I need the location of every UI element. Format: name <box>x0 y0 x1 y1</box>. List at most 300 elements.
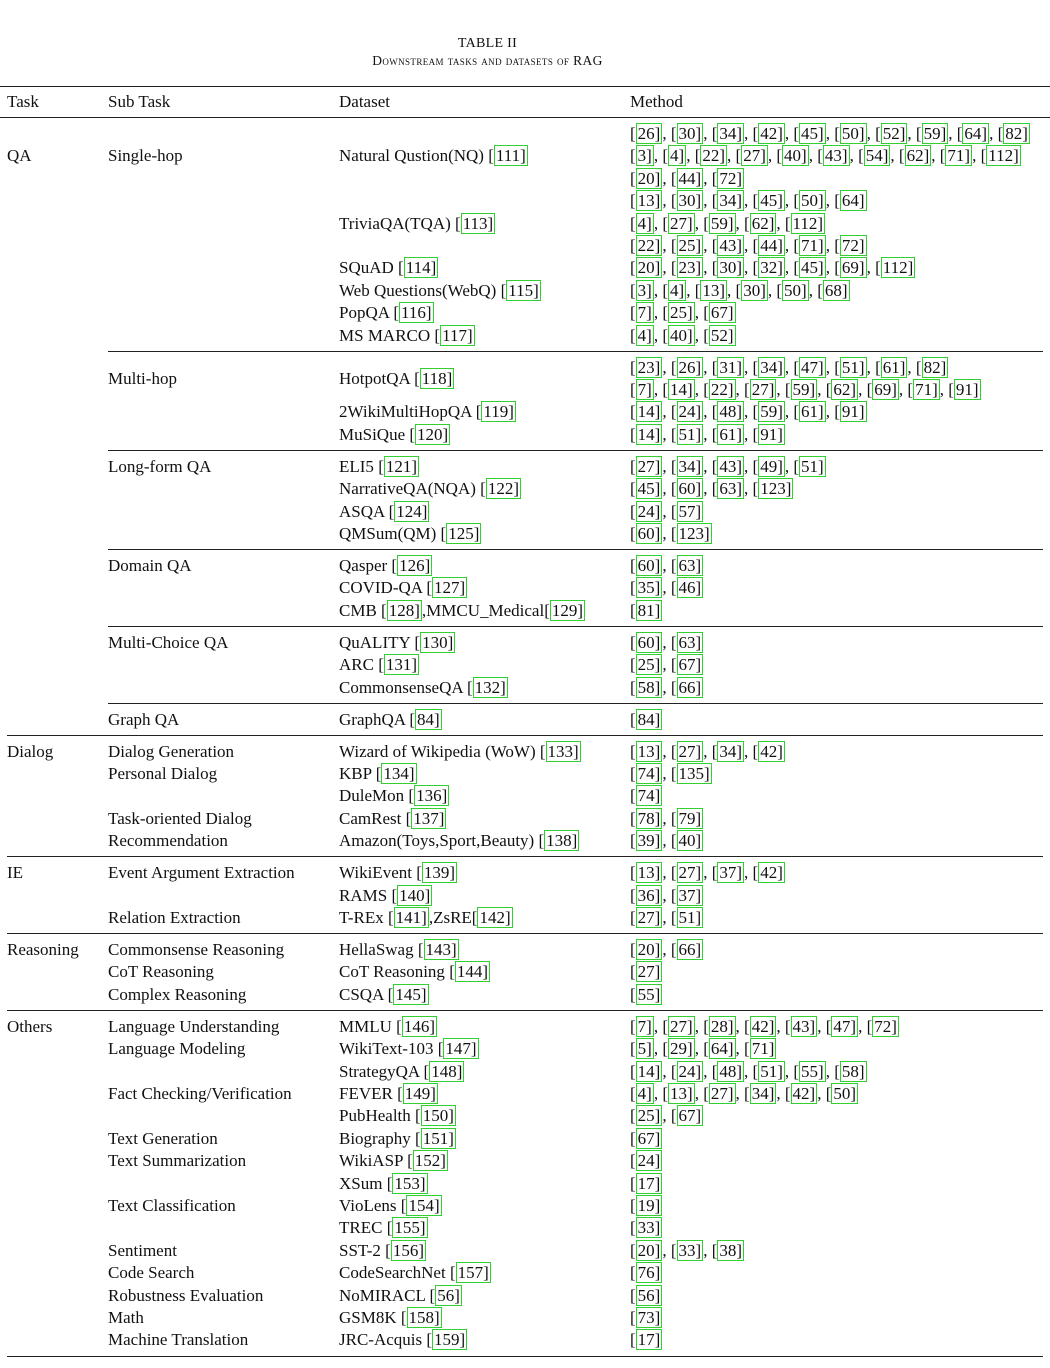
citation-link[interactable]: 81] <box>637 600 661 620</box>
citation-link[interactable]: 72] <box>874 1016 897 1036</box>
citation-link[interactable]: 42] <box>751 1016 775 1036</box>
citation-link[interactable]: 40] <box>784 146 807 166</box>
citation-link[interactable]: 34] <box>719 124 743 143</box>
citation-link[interactable]: 51] <box>841 357 865 377</box>
citation-link[interactable]: 158] <box>408 1308 440 1327</box>
method-cell: [ 24] , [ 57] <box>630 501 702 521</box>
citation-link[interactable]: 30] <box>743 280 766 300</box>
citation-link[interactable]: 159] <box>434 1330 466 1350</box>
citation-link[interactable]: 42] <box>760 863 783 883</box>
citation-link[interactable]: 64] <box>710 1039 734 1059</box>
subtask-cell: Multi-Choice QA <box>108 632 229 652</box>
citation-link[interactable]: 54] <box>865 146 889 166</box>
method-cell: [ 78] , [ 79] <box>630 808 702 828</box>
row-rule <box>108 626 1043 627</box>
citation-link[interactable]: 72] <box>841 236 865 255</box>
method-cell: [ 27] <box>630 962 661 982</box>
citation-link[interactable]: 27] <box>670 213 693 233</box>
method-cell: [ 17] <box>630 1330 661 1350</box>
citation-link[interactable]: 130] <box>422 632 454 652</box>
citation-link[interactable]: 22] <box>637 236 661 255</box>
citation-link[interactable]: 31] <box>719 357 743 377</box>
citation-link[interactable]: 45] <box>801 124 824 143</box>
citation-link[interactable]: 48] <box>719 1061 743 1081</box>
citation-link[interactable]: 59] <box>923 124 947 143</box>
citation-link[interactable]: 113] <box>462 213 494 233</box>
citation-link[interactable]: 36] <box>637 885 661 905</box>
top-rule <box>0 86 1050 87</box>
citation-link[interactable]: 55] <box>637 984 661 1004</box>
citation-link[interactable]: 29] <box>670 1039 693 1059</box>
method-cell: [ 67] <box>630 1128 661 1148</box>
row-rule <box>7 1010 1043 1011</box>
citation-link[interactable]: 132] <box>474 677 506 697</box>
citation-link[interactable]: 40] <box>670 325 693 345</box>
citation-link[interactable]: 33] <box>637 1218 661 1238</box>
citation-link[interactable]: 17] <box>637 1330 661 1350</box>
citation-link[interactable]: 24] <box>637 1151 661 1171</box>
dataset-cell: COVID-QA [ 127] <box>339 578 466 598</box>
citation-link[interactable]: 116] <box>401 303 432 323</box>
citation-link[interactable]: 46] <box>678 578 702 598</box>
citation-link[interactable]: 82] <box>923 357 947 377</box>
citation-link[interactable]: 64] <box>841 191 865 211</box>
citation-link[interactable]: 155] <box>394 1218 426 1238</box>
task-cell: Dialog <box>7 741 54 761</box>
citation-link[interactable]: 30] <box>719 258 743 278</box>
subtask-cell: Dialog Generation <box>108 741 235 761</box>
citation-link[interactable]: 7] <box>637 303 652 323</box>
citation-link[interactable]: 137] <box>413 808 445 828</box>
citation-link[interactable]: 151] <box>422 1128 454 1148</box>
citation-link[interactable]: 60] <box>637 524 661 543</box>
citation-link[interactable]: 118] <box>421 368 453 388</box>
citation-link[interactable]: 4] <box>670 146 685 166</box>
citation-link[interactable]: 112] <box>882 258 914 278</box>
citation-link[interactable]: 84] <box>637 709 661 729</box>
dataset-name: Web Questions(WebQ) <box>339 280 497 300</box>
citation-link[interactable]: 141] <box>395 908 427 927</box>
method-cell: [ 39] , [ 40] <box>630 831 702 851</box>
citation-link[interactable]: 27] <box>637 456 661 476</box>
citation-link[interactable]: 32] <box>760 258 783 278</box>
citation-link[interactable]: 69] <box>874 380 897 399</box>
dataset-name: MS MARCO <box>339 325 431 345</box>
citation-link[interactable]: 19] <box>637 1196 661 1215</box>
citation-link[interactable]: 58] <box>637 677 661 697</box>
citation-link[interactable]: 112] <box>988 146 1019 166</box>
citation-link[interactable]: 131] <box>385 655 418 675</box>
citation-link[interactable]: 5] <box>637 1039 652 1059</box>
citation-link[interactable]: 27] <box>678 741 702 761</box>
method-cell: [ 25] , [ 67] <box>630 655 702 675</box>
citation-link[interactable]: 27] <box>751 380 775 399</box>
citation-link[interactable]: 43] <box>792 1016 816 1036</box>
citation-link[interactable]: 42] <box>760 124 783 143</box>
citation-link[interactable]: 68] <box>824 280 848 300</box>
method-cell: [ 20] , [ 23] , [ 30] , [ 32] , [ 45] , [ 69] , [ 112] <box>630 258 914 278</box>
citation-link[interactable]: 20] <box>637 940 661 959</box>
citation-link[interactable]: 7] <box>637 1016 652 1036</box>
citation-link[interactable]: 55] <box>801 1061 824 1081</box>
citation-link[interactable]: 34] <box>678 456 702 476</box>
citation-link[interactable]: 14] <box>637 424 661 444</box>
dataset-name: TREC <box>339 1218 383 1238</box>
citation-link[interactable]: 67] <box>678 655 702 675</box>
citation-link[interactable]: 62] <box>906 146 930 166</box>
citation-link[interactable]: 67] <box>678 1106 702 1126</box>
citation-link[interactable]: 27] <box>670 1016 693 1036</box>
citation-link[interactable]: 35] <box>637 578 661 598</box>
citation-link[interactable]: 49] <box>760 456 783 476</box>
citation-link[interactable]: 153] <box>394 1173 426 1193</box>
citation-link[interactable]: 145] <box>395 984 427 1004</box>
dataset-cell: HotpotQA [ 118] <box>339 368 453 388</box>
method-cell: [ 14] , [ 51] , [ 61] , [ 91] <box>630 424 783 444</box>
method-cell: [ 14] , [ 24] , [ 48] , [ 59] , [ 61] , [ 91] <box>630 402 865 422</box>
subtask-cell: Task-oriented Dialog <box>108 808 252 828</box>
citation-link[interactable]: 61] <box>719 424 743 444</box>
citation-link[interactable]: 23] <box>678 258 702 278</box>
dataset-cell: VioLens [ 154] <box>339 1196 440 1215</box>
citation-link[interactable]: 63] <box>678 632 702 652</box>
citation-link[interactable]: 37] <box>678 885 702 905</box>
citation-link[interactable]: 59] <box>710 213 734 233</box>
citation-link[interactable]: 61] <box>801 402 824 422</box>
citation-link[interactable]: 71] <box>915 380 938 399</box>
citation-link[interactable]: 91] <box>955 380 979 399</box>
citation-link[interactable]: 26] <box>637 124 661 143</box>
citation-link[interactable]: 152] <box>414 1151 446 1171</box>
dataset-cell: FEVER [ 149] <box>339 1084 436 1103</box>
citation-link[interactable]: 139] <box>423 863 456 883</box>
citation-link[interactable]: 56] <box>437 1285 460 1305</box>
dataset-cell: StrategyQA [ 148] <box>339 1061 463 1081</box>
citation-link[interactable]: 4] <box>637 325 652 345</box>
method-cell: [ 4] , [ 13] , [ 27] , [ 34] , [ 42] , [ 50] <box>630 1084 857 1103</box>
citation-link[interactable]: 71] <box>947 146 971 166</box>
method-cell: [ 45] , [ 60] , [ 63] , [ 123] <box>630 479 792 499</box>
citation-link[interactable]: 25] <box>637 655 661 675</box>
citation-link[interactable]: 24] <box>678 402 702 422</box>
citation-link[interactable]: 23] <box>637 357 661 377</box>
citation-link[interactable]: 37] <box>719 863 743 883</box>
citation-link[interactable]: 13] <box>637 863 661 883</box>
citation-link[interactable]: 91] <box>760 424 783 444</box>
citation-link[interactable]: 63] <box>719 479 743 499</box>
citation-link[interactable]: 78] <box>637 808 661 828</box>
citation-link[interactable]: 134] <box>383 764 415 783</box>
dataset-cell: CamRest [ 137] <box>339 808 445 828</box>
citation-link[interactable]: 138] <box>546 831 578 851</box>
citation-link[interactable]: 50] <box>801 191 824 211</box>
citation-link[interactable]: 84] <box>417 709 440 729</box>
row-rule <box>108 450 1043 451</box>
citation-link[interactable]: 43] <box>824 146 848 166</box>
citation-link[interactable]: 20] <box>637 258 661 278</box>
subtask-cell: Code Search <box>108 1263 195 1283</box>
citation-link[interactable]: 82] <box>1005 124 1028 143</box>
citation-link[interactable]: 129] <box>551 600 584 620</box>
citation-link[interactable]: 140] <box>399 885 431 905</box>
method-cell: [ 27] , [ 34] , [ 43] , [ 49] , [ 51] <box>630 456 824 476</box>
row-rule <box>7 933 1043 934</box>
citation-link[interactable]: 74] <box>637 764 661 783</box>
citation-link[interactable]: 60] <box>637 556 661 575</box>
citation-link[interactable]: 120] <box>417 424 449 444</box>
citation-link[interactable]: 74] <box>637 786 661 806</box>
citation-link[interactable]: 91] <box>841 402 865 422</box>
citation-link[interactable]: 42] <box>760 741 783 761</box>
citation-link[interactable]: 27] <box>743 146 766 166</box>
citation-link[interactable]: 26] <box>678 357 702 377</box>
citation-link[interactable]: 20] <box>637 168 661 188</box>
citation-link[interactable]: 4] <box>637 213 652 233</box>
method-cell: [ 36] , [ 37] <box>630 885 702 905</box>
subtask-cell: Fact Checking/Verification <box>108 1084 292 1103</box>
citation-link[interactable]: 146] <box>403 1016 435 1036</box>
citation-link[interactable]: 135] <box>678 764 710 783</box>
citation-link[interactable]: 27] <box>637 908 661 927</box>
citation-link[interactable]: 60] <box>678 479 702 499</box>
citation-link[interactable]: 154] <box>408 1196 440 1215</box>
method-cell: [ 17] <box>630 1173 661 1193</box>
method-cell: [ 13] , [ 30] , [ 34] , [ 45] , [ 50] , [ 64] <box>630 191 865 211</box>
citation-link[interactable]: 79] <box>678 808 702 828</box>
citation-link[interactable]: 13] <box>670 1084 693 1103</box>
citation-link[interactable]: 43] <box>719 456 743 476</box>
citation-link[interactable]: 45] <box>801 258 824 278</box>
citation-link[interactable]: 33] <box>678 1240 702 1260</box>
citation-link[interactable]: 150] <box>422 1106 454 1126</box>
citation-link[interactable]: 30] <box>678 191 702 211</box>
dataset-name: CodeSearchNet <box>339 1263 446 1283</box>
dataset-name: WikiText-103 <box>339 1039 434 1059</box>
citation-link[interactable]: 3] <box>637 280 652 300</box>
dataset-cell: CMB [ 128] ,MMCU_Medical[ 129] <box>339 600 584 620</box>
dataset-cell: DuleMon [ 136] <box>339 786 448 806</box>
dataset-cell: NoMIRACL [ 56] <box>339 1285 460 1305</box>
citation-link[interactable]: 4] <box>670 280 685 300</box>
citation-link[interactable]: 27] <box>678 863 702 883</box>
citation-link[interactable]: 64] <box>964 124 988 143</box>
citation-link[interactable]: 63] <box>678 556 702 575</box>
method-cell: [ 60] , [ 123] <box>630 524 710 543</box>
citation-link[interactable]: 136] <box>416 786 448 806</box>
citation-link[interactable]: 119] <box>483 402 514 422</box>
citation-link[interactable]: 60] <box>637 632 661 652</box>
citation-link[interactable]: 22] <box>710 380 734 399</box>
row-rule <box>108 351 1043 352</box>
citation-link[interactable]: 62] <box>833 380 857 399</box>
dataset-name: HellaSwag <box>339 940 414 959</box>
citation-link[interactable]: 14] <box>637 1061 661 1081</box>
citation-link[interactable]: 123] <box>760 479 792 499</box>
citation-link[interactable]: 50] <box>784 280 807 300</box>
citation-link[interactable]: 47] <box>833 1016 857 1036</box>
citation-link[interactable]: 13] <box>637 191 661 211</box>
citation-link[interactable]: 61] <box>882 357 906 377</box>
citation-link[interactable]: 71] <box>801 236 824 255</box>
citation-link[interactable]: 111] <box>495 146 526 166</box>
citation-link[interactable]: 67] <box>637 1128 661 1148</box>
citation-link[interactable]: 13] <box>702 280 726 300</box>
dataset-cell: CoT Reasoning [ 144] <box>339 962 489 982</box>
citation-link[interactable]: 34] <box>751 1084 775 1103</box>
citation-link[interactable]: 44] <box>678 168 702 188</box>
citation-link[interactable]: 42] <box>792 1084 816 1103</box>
citation-link[interactable]: 51] <box>801 456 824 476</box>
citation-link[interactable]: 24] <box>637 501 661 521</box>
dataset-name: DuleMon <box>339 786 405 806</box>
citation-link[interactable]: 40] <box>678 831 702 851</box>
dataset-cell: SQuAD [ 114] <box>339 258 437 278</box>
citation-link[interactable]: 14] <box>637 402 661 422</box>
method-cell: [ 14] , [ 24] , [ 48] , [ 51] , [ 55] , [ 58] <box>630 1061 865 1081</box>
citation-link[interactable]: 43] <box>719 236 743 255</box>
citation-link[interactable]: 66] <box>678 677 702 697</box>
citation-link[interactable]: 71] <box>751 1039 775 1059</box>
citation-link[interactable]: 127] <box>434 578 466 598</box>
citation-link[interactable]: 47] <box>801 357 824 377</box>
dataset-name: ELI5 <box>339 456 374 476</box>
citation-link[interactable]: 56] <box>637 1285 661 1305</box>
citation-link[interactable]: 67] <box>710 303 734 323</box>
citation-link[interactable]: 4] <box>637 1084 652 1103</box>
citation-link[interactable]: 50] <box>841 124 865 143</box>
citation-link[interactable]: 112] <box>792 213 824 233</box>
bottom-rule <box>7 1356 1043 1357</box>
citation-link[interactable]: 39] <box>637 831 661 851</box>
citation-link[interactable]: 143] <box>425 940 457 959</box>
dataset-name: StrategyQA <box>339 1061 420 1081</box>
dataset-name: CommonsenseQA <box>339 677 463 697</box>
citation-link[interactable]: 20] <box>637 1240 661 1260</box>
citation-link[interactable]: 3] <box>637 146 652 166</box>
citation-link[interactable]: 44] <box>760 236 783 255</box>
citation-link[interactable]: 34] <box>719 741 743 761</box>
citation-link[interactable]: 27] <box>710 1084 734 1103</box>
citation-link[interactable]: 25] <box>670 303 693 323</box>
dataset-cell: TREC [ 155] <box>339 1218 426 1238</box>
citation-link[interactable]: 156] <box>392 1240 424 1260</box>
citation-link[interactable]: 126] <box>399 556 431 575</box>
citation-link[interactable]: 13] <box>637 741 661 761</box>
citation-link[interactable]: 50] <box>833 1084 857 1103</box>
citation-link[interactable]: 45] <box>760 191 783 211</box>
citation-link[interactable]: 148] <box>431 1061 463 1081</box>
citation-link[interactable]: 58] <box>841 1061 865 1081</box>
citation-link[interactable]: 76] <box>637 1263 661 1283</box>
citation-link[interactable]: 25] <box>637 1106 661 1126</box>
citation-link[interactable]: 144] <box>456 962 489 982</box>
citation-link[interactable]: 115] <box>508 280 539 300</box>
citation-link[interactable]: 28] <box>710 1016 734 1036</box>
citation-link[interactable]: 51] <box>678 908 702 927</box>
citation-link[interactable]: 147] <box>445 1039 477 1059</box>
dataset-name: ASQA <box>339 501 385 521</box>
dataset-name: XSum <box>339 1173 383 1193</box>
subtask-cell: CoT Reasoning <box>108 962 214 982</box>
dataset-name: FEVER <box>339 1084 393 1103</box>
citation-link[interactable]: 69] <box>841 258 865 278</box>
citation-link[interactable]: 30] <box>678 124 702 143</box>
citation-link[interactable]: 24] <box>678 1061 702 1081</box>
subtask-cell: Language Understanding <box>108 1016 280 1036</box>
dataset-cell: NarrativeQA(NQA) [ 122] <box>339 479 519 499</box>
citation-link[interactable]: 142] <box>479 908 511 927</box>
citation-link[interactable]: 52] <box>882 124 906 143</box>
citation-link[interactable]: 117] <box>442 325 473 345</box>
citation-link[interactable]: 114] <box>405 258 437 278</box>
citation-link[interactable]: 27] <box>637 962 661 982</box>
dataset-cell: GSM8K [ 158] <box>339 1308 440 1327</box>
dataset-name: WikiASP <box>339 1151 403 1171</box>
citation-link[interactable]: 125] <box>448 524 480 543</box>
citation-link[interactable]: 51] <box>678 424 702 444</box>
dataset-name: CoT Reasoning <box>339 962 445 982</box>
subtask-cell: Recommendation <box>108 831 228 851</box>
citation-link[interactable]: 122] <box>487 479 519 499</box>
method-cell: [ 3] , [ 4] , [ 22] , [ 27] , [ 40] , [ 43] , [ 54] , [ 62] , [ 71] , [ 112] <box>630 146 1019 166</box>
citation-link[interactable]: 123] <box>678 524 710 543</box>
citation-link[interactable]: 128] <box>388 600 420 620</box>
method-cell: [ 19] <box>630 1196 661 1215</box>
citation-link[interactable]: 149] <box>404 1084 436 1103</box>
citation-link[interactable]: 73] <box>637 1308 661 1327</box>
citation-link[interactable]: 52] <box>710 325 734 345</box>
citation-link[interactable]: 48] <box>719 402 743 422</box>
subtask-cell: Commonsense Reasoning <box>108 940 285 959</box>
dataset-name: CMB <box>339 600 377 620</box>
citation-link[interactable]: 59] <box>792 380 816 399</box>
citation-link[interactable]: 34] <box>760 357 783 377</box>
method-cell: [ 4] , [ 27] , [ 59] , [ 62] , [ 112] <box>630 213 824 233</box>
citation-link[interactable]: 57] <box>678 501 702 521</box>
citation-link[interactable]: 38] <box>719 1240 743 1260</box>
subtask-cell: Complex Reasoning <box>108 984 247 1004</box>
dataset-name: T-REx <box>339 908 384 927</box>
citation-link[interactable]: 45] <box>637 479 661 499</box>
dataset-cell: KBP [ 134] <box>339 764 415 783</box>
citation-link[interactable]: 72] <box>719 168 743 188</box>
citation-link[interactable]: 157] <box>457 1263 489 1283</box>
citation-link[interactable]: 17] <box>637 1173 661 1193</box>
dataset-name: ,ZsRE <box>428 908 472 927</box>
citation-link[interactable]: 121] <box>385 456 418 476</box>
citation-link[interactable]: 59] <box>760 402 783 422</box>
citation-link[interactable]: 62] <box>751 213 775 233</box>
citation-link[interactable]: 66] <box>678 940 702 959</box>
dataset-cell: RAMS [ 140] <box>339 885 431 905</box>
task-cell: IE <box>7 863 24 883</box>
citation-link[interactable]: 34] <box>719 191 743 211</box>
dataset-name: Biography <box>339 1128 411 1148</box>
subtask-cell: Text Generation <box>108 1128 218 1148</box>
citation-link[interactable]: 7] <box>637 380 652 399</box>
method-cell: [ 7] , [ 27] , [ 28] , [ 42] , [ 43] , [ 47] , [ 72] <box>630 1016 897 1036</box>
citation-link[interactable]: 124] <box>396 501 428 521</box>
citation-link[interactable]: 14] <box>670 380 693 399</box>
citation-link[interactable]: 133] <box>547 741 579 761</box>
dataset-cell: QuALITY [ 130] <box>339 632 454 652</box>
citation-link[interactable]: 51] <box>760 1061 783 1081</box>
citation-link[interactable]: 25] <box>678 236 702 255</box>
method-cell: [ 58] , [ 66] <box>630 677 702 697</box>
dataset-name: WikiEvent <box>339 863 412 883</box>
citation-link[interactable]: 22] <box>702 146 726 166</box>
method-cell: [ 60] , [ 63] <box>630 556 702 575</box>
